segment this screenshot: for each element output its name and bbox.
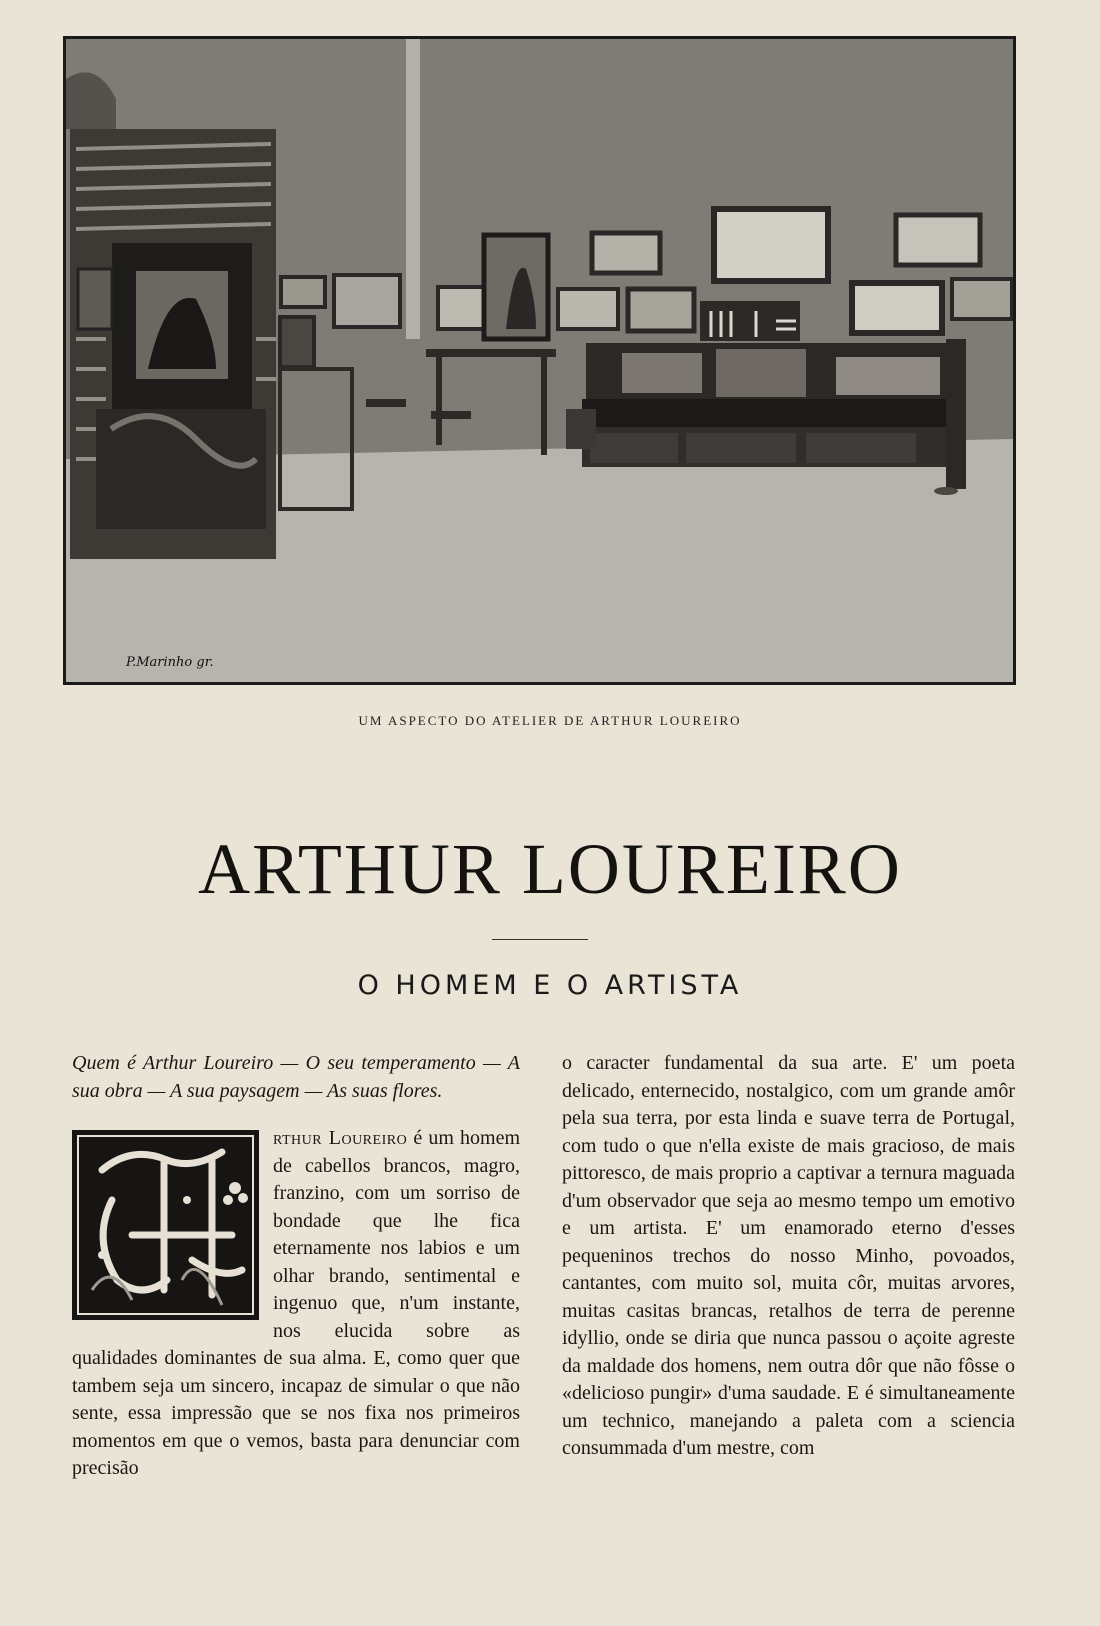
- paragraph-left-text: é um homem de cabellos brancos, magro, franzino, com um sorriso de bondade que lhe fica eternamente nos labios e um olhar brando, sentimental e ingenuo que, n'um instante, nos elucida sobre as qualidades dominantes de sua alma. E, como quer que tambem seja um sincero, incapaz de simular o que não sente, essa impressão que se nos fixa nos primeiros momentos em que o vemos, basta para denunciar com precisão: [72, 1127, 521, 1479]
- article-summary: Quem é Arthur Loureiro — O seu temperamento — A sua obra — A sua paysagem — As suas flores.: [72, 1052, 520, 1102]
- article-title: ARTHUR LOUREIRO: [198, 829, 902, 909]
- photo-caption: UM ASPECTO DO ATELIER DE ARTHUR LOUREIRO: [358, 713, 742, 728]
- atelier-engraving-image: [66, 39, 1013, 682]
- engraver-signature: P.Marinho gr.: [126, 655, 214, 670]
- ornamental-initial-a-image: [72, 1130, 259, 1320]
- left-column: [72, 1050, 520, 1483]
- article-subtitle: O HOMEM E O ARTISTA: [357, 970, 743, 1001]
- article-paragraph-right: o caracter fundamental da sua arte. E' um poeta delicado, enternecido, nostalgico, com um grande amôr pela sua terra, por esta linda e suave terra de Portugal, com tudo o que n'ella existe de mais gracioso, de mais pittoresco, de mais proprio a captivar a ternura maguada d'um observador que seja ao mesmo tempo um emotivo e um artista. E' um enamorado eterno d'esses pequeninos trechos do nosso Minho, povoados, cantantes, com muito sol, muita côr, muitas arvores, muitas casitas brancas, retalhos de terra de perenne idyllio, onde se diria que nunca passou o açoite agreste da maldade dos homens, nem outra dôr que não fôsse o «delicioso pungir» d'uma saudade. E é simultaneamente um technico, manejando a paleta com a sciencia consummada d'um mestre, com: [562, 1052, 1015, 1459]
- right-column: [562, 1050, 1015, 1463]
- lead-in-words: rthur Loureiro: [273, 1127, 408, 1149]
- ornamental-initial-a: [72, 1130, 259, 1320]
- title-divider: [492, 939, 588, 940]
- atelier-photograph: [63, 36, 1016, 685]
